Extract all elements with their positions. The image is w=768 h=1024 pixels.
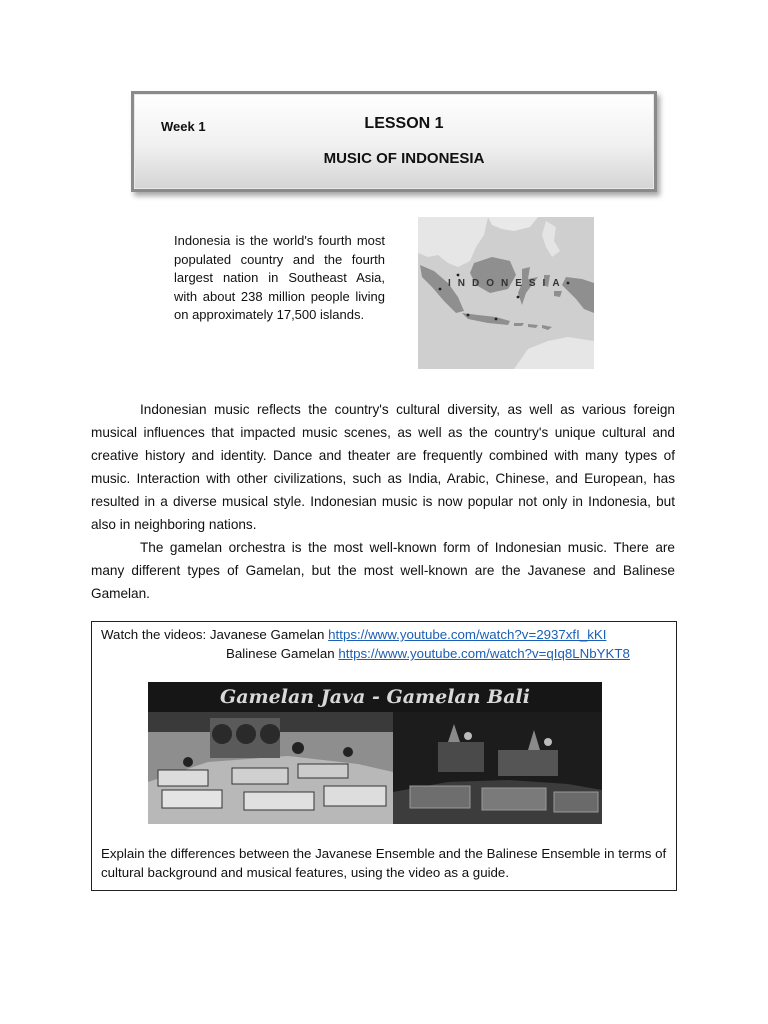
paragraph-cultural-diversity: Indonesian music reflects the country's cultural diversity, as well as various foreign musical influences that impacted music scenes, as well as the country's unique cultural and creative history and identity. Dance and theater are frequently combined with many types of music. Interaction with other civilizations, such as India, Arabic, Chinese, and European, has resulted in a diverse musical style. Indonesian music is now popular not only in Indonesia, but also in neighboring nations. — [91, 402, 675, 532]
map-image — [418, 217, 594, 369]
watch-line-javanese — [101, 627, 606, 642]
lesson-number: LESSON 1 — [364, 115, 444, 132]
map-country-label: INDONESIA — [448, 278, 567, 289]
intro-paragraph: Indonesia is the world's fourth most populated country and the fourth largest nation in Southeast Asia, with about 238 million people living on approximately 17,500 islands. — [174, 233, 385, 322]
javanese-gamelan-link[interactable]: https://www.youtube.com/watch?v=2937xfI_kKI — [328, 627, 607, 642]
indonesia-map — [418, 217, 594, 369]
watch-line-balinese — [226, 646, 630, 661]
lesson-header — [131, 91, 657, 192]
banner-title: Gamelan Java - Gamelan Bali — [220, 686, 530, 708]
gamelan-instruments-image — [148, 712, 602, 824]
lesson-title: MUSIC OF INDONESIA — [323, 150, 485, 167]
gamelan-video-thumbnail — [148, 682, 602, 824]
balinese-gamelan-link[interactable]: https://www.youtube.com/watch?v=qIq8LNbYKT8 — [338, 646, 630, 661]
video-activity-box — [91, 621, 677, 891]
watch-intro-text: Watch the videos: Javanese Gamelan — [101, 627, 329, 642]
week-label: Week 1 — [161, 119, 206, 134]
main-body-text — [91, 398, 675, 605]
balinese-label: Balinese Gamelan — [226, 646, 339, 661]
discussion-prompt: Explain the differences between the Javanese Ensemble and the Balinese Ensemble in terms of cultural background and musical features, using the video as a guide. — [101, 846, 667, 880]
paragraph-gamelan: The gamelan orchestra is the most well-known form of Indonesian music. There are many different types of Gamelan, but the most well-known are the Javanese and Balinese Gamelan. — [91, 540, 675, 601]
